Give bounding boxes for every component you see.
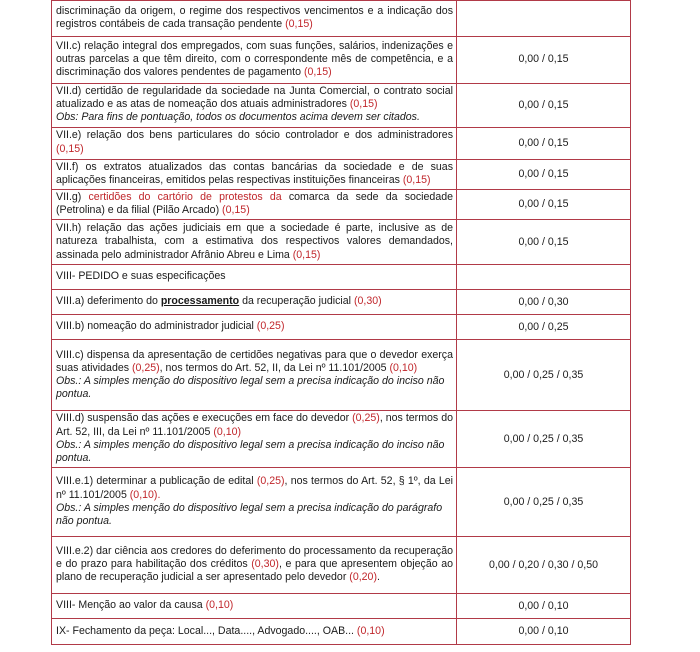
points: (0,25) bbox=[131, 361, 160, 374]
score-cell: 0,00 / 0,15 bbox=[457, 220, 631, 265]
score-cell: 0,00 / 0,15 bbox=[457, 37, 631, 84]
table-row bbox=[52, 411, 631, 468]
score-cell: 0,00 / 0,25 bbox=[457, 315, 631, 340]
points: (0,30) bbox=[251, 558, 279, 571]
item-description: discriminação da origem, o regime dos respectivos vencimentos e a indicação dos registros contábeis de cada transação pendente (0,15) bbox=[52, 1, 457, 37]
score-cell: 0,00 / 0,10 bbox=[457, 594, 631, 619]
observation-note: Obs.: A simples menção do dispositivo legal sem a precisa indicação do inciso não pontua. bbox=[56, 374, 445, 401]
item-description: VII.h) relação das ações judiciais em que a sociedade é parte, inclusive as de natureza trabalhista, com a estimativa dos respectivos valores demandados, assinada pelo administrador Afrânio Abreu e Lima (0,15) bbox=[52, 220, 457, 265]
points: (0,30) bbox=[353, 295, 382, 308]
points: (0,25) bbox=[352, 412, 380, 425]
points: (0,10) bbox=[213, 425, 242, 438]
points: (0,15) bbox=[222, 204, 250, 217]
section-heading: VIII- PEDIDO e suas especificações bbox=[52, 265, 457, 290]
table-row bbox=[52, 1, 631, 37]
score-cell: 0,00 / 0,20 / 0,30 / 0,50 bbox=[457, 537, 631, 594]
points: (0,20) bbox=[349, 571, 377, 584]
item-description: VIII.e.1) determinar a publicação de edital (0,25), nos termos do Art. 52, § 1º, da Lei nº 11.101/2005 (0,10). Obs.: A simples menção do dispositivo legal sem a precisa indicação do parágrafo não pontua. bbox=[52, 468, 457, 537]
observation-note: Obs.: A simples menção do dispositivo legal sem a precisa indicação do parágrafo não pontua. bbox=[56, 501, 443, 527]
item-description: VII.d) certidão de regularidade da sociedade na Junta Comercial, o contrato social atualizado e as atas de nomeação dos atuais administradores (0,15) Obs: Para fins de pontuação, todos os documentos acima devem ser citados. bbox=[52, 84, 457, 128]
score-cell: 0,00 / 0,15 bbox=[457, 127, 631, 159]
observation-note: Obs.: A simples menção do dispositivo legal sem a precisa indicação do inciso não pontua. bbox=[56, 438, 445, 465]
points: (0,25) bbox=[256, 320, 285, 333]
points: (0,15) bbox=[292, 248, 321, 261]
score-cell: 0,00 / 0,25 / 0,35 bbox=[457, 411, 631, 468]
table-row bbox=[52, 619, 631, 645]
score-cell bbox=[457, 1, 631, 37]
table-row bbox=[52, 159, 631, 189]
table-row bbox=[52, 340, 631, 411]
table-row bbox=[52, 594, 631, 619]
score-cell: 0,00 / 0,15 bbox=[457, 190, 631, 220]
item-description: IX- Fechamento da peça: Local..., Data...., Advogado...., OAB... (0,10) bbox=[52, 619, 457, 645]
points: (0,15) bbox=[56, 142, 84, 155]
points: (0,10). bbox=[129, 488, 161, 501]
points: (0,15) bbox=[303, 66, 332, 79]
points: (0,15) bbox=[349, 98, 378, 111]
item-description: VII.c) relação integral dos empregados, com suas funções, salários, indenizações e outras parcelas a que têm direito, com o correspondente mês de competência, e a discriminação dos valores pendentes de pagamento (0,15) bbox=[52, 37, 457, 84]
item-description: VII.e) relação dos bens particulares do sócio controlador e dos administradores (0,15) bbox=[52, 127, 457, 159]
grading-table bbox=[51, 0, 631, 645]
points: (0,10) bbox=[356, 624, 385, 637]
points: (0,25) bbox=[256, 475, 285, 488]
table-row bbox=[52, 84, 631, 128]
item-description: VIII.c) dispensa da apresentação de certidões negativas para que o devedor exerça suas atividades (0,25), nos termos do Art. 52, II, da Lei nº 11.101/2005 (0,10) Obs.: A simples menção do dispositivo legal sem a precisa indicação do inciso não pontua. bbox=[52, 340, 457, 411]
points: (0,10) bbox=[205, 599, 234, 612]
item-description: VIII- Menção ao valor da causa (0,10) bbox=[52, 594, 457, 619]
table-row bbox=[52, 190, 631, 220]
item-description: VII.g) certidões do cartório de protestos da comarca da sede da sociedade (Petrolina) e da filial (Pilão Arcado) (0,15) bbox=[52, 190, 457, 220]
item-description: VIII.d) suspensão das ações e execuções em face do devedor (0,25), nos termos do Art. 52, III, da Lei nº 11.101/2005 (0,10) Obs.: A simples menção do dispositivo legal sem a precisa indicação do inciso não pontua. bbox=[52, 411, 457, 468]
score-cell: 0,00 / 0,15 bbox=[457, 84, 631, 128]
points: (0,15) bbox=[402, 173, 431, 186]
table-row bbox=[52, 127, 631, 159]
table-row bbox=[52, 220, 631, 265]
emphasized-text: processamento bbox=[160, 295, 240, 308]
table-row bbox=[52, 537, 631, 594]
highlighted-text: certidões do cartório de protestos da bbox=[88, 191, 282, 204]
score-cell: 0,00 / 0,25 / 0,35 bbox=[457, 340, 631, 411]
points: (0,15) bbox=[285, 18, 313, 30]
item-description: VIII.b) nomeação do administrador judicial (0,25) bbox=[52, 315, 457, 340]
item-description: VIII.e.2) dar ciência aos credores do deferimento do processamento da recuperação e do prazo para habilitação dos créditos (0,30), e para que apresentem objeção ao plano de recuperação judicial a ser apresentado pelo devedor (0,20). bbox=[52, 537, 457, 594]
table-row bbox=[52, 468, 631, 537]
score-cell bbox=[457, 265, 631, 290]
table-row bbox=[52, 37, 631, 84]
score-cell: 0,00 / 0,30 bbox=[457, 290, 631, 315]
score-cell: 0,00 / 0,10 bbox=[457, 619, 631, 645]
observation-note: Obs: Para fins de pontuação, todos os documentos acima devem ser citados. bbox=[56, 111, 420, 124]
table-row bbox=[52, 315, 631, 340]
score-cell: 0,00 / 0,25 / 0,35 bbox=[457, 468, 631, 537]
table-row bbox=[52, 290, 631, 315]
item-description: VIII.a) deferimento do processamento da recuperação judicial (0,30) bbox=[52, 290, 457, 315]
table-row bbox=[52, 265, 631, 290]
score-cell: 0,00 / 0,15 bbox=[457, 159, 631, 189]
item-description: VII.f) os extratos atualizados das contas bancárias da sociedade e de suas aplicações financeiras, emitidos pelas respectivas instituições financeiras (0,15) bbox=[52, 159, 457, 189]
points: (0,10) bbox=[389, 361, 418, 374]
